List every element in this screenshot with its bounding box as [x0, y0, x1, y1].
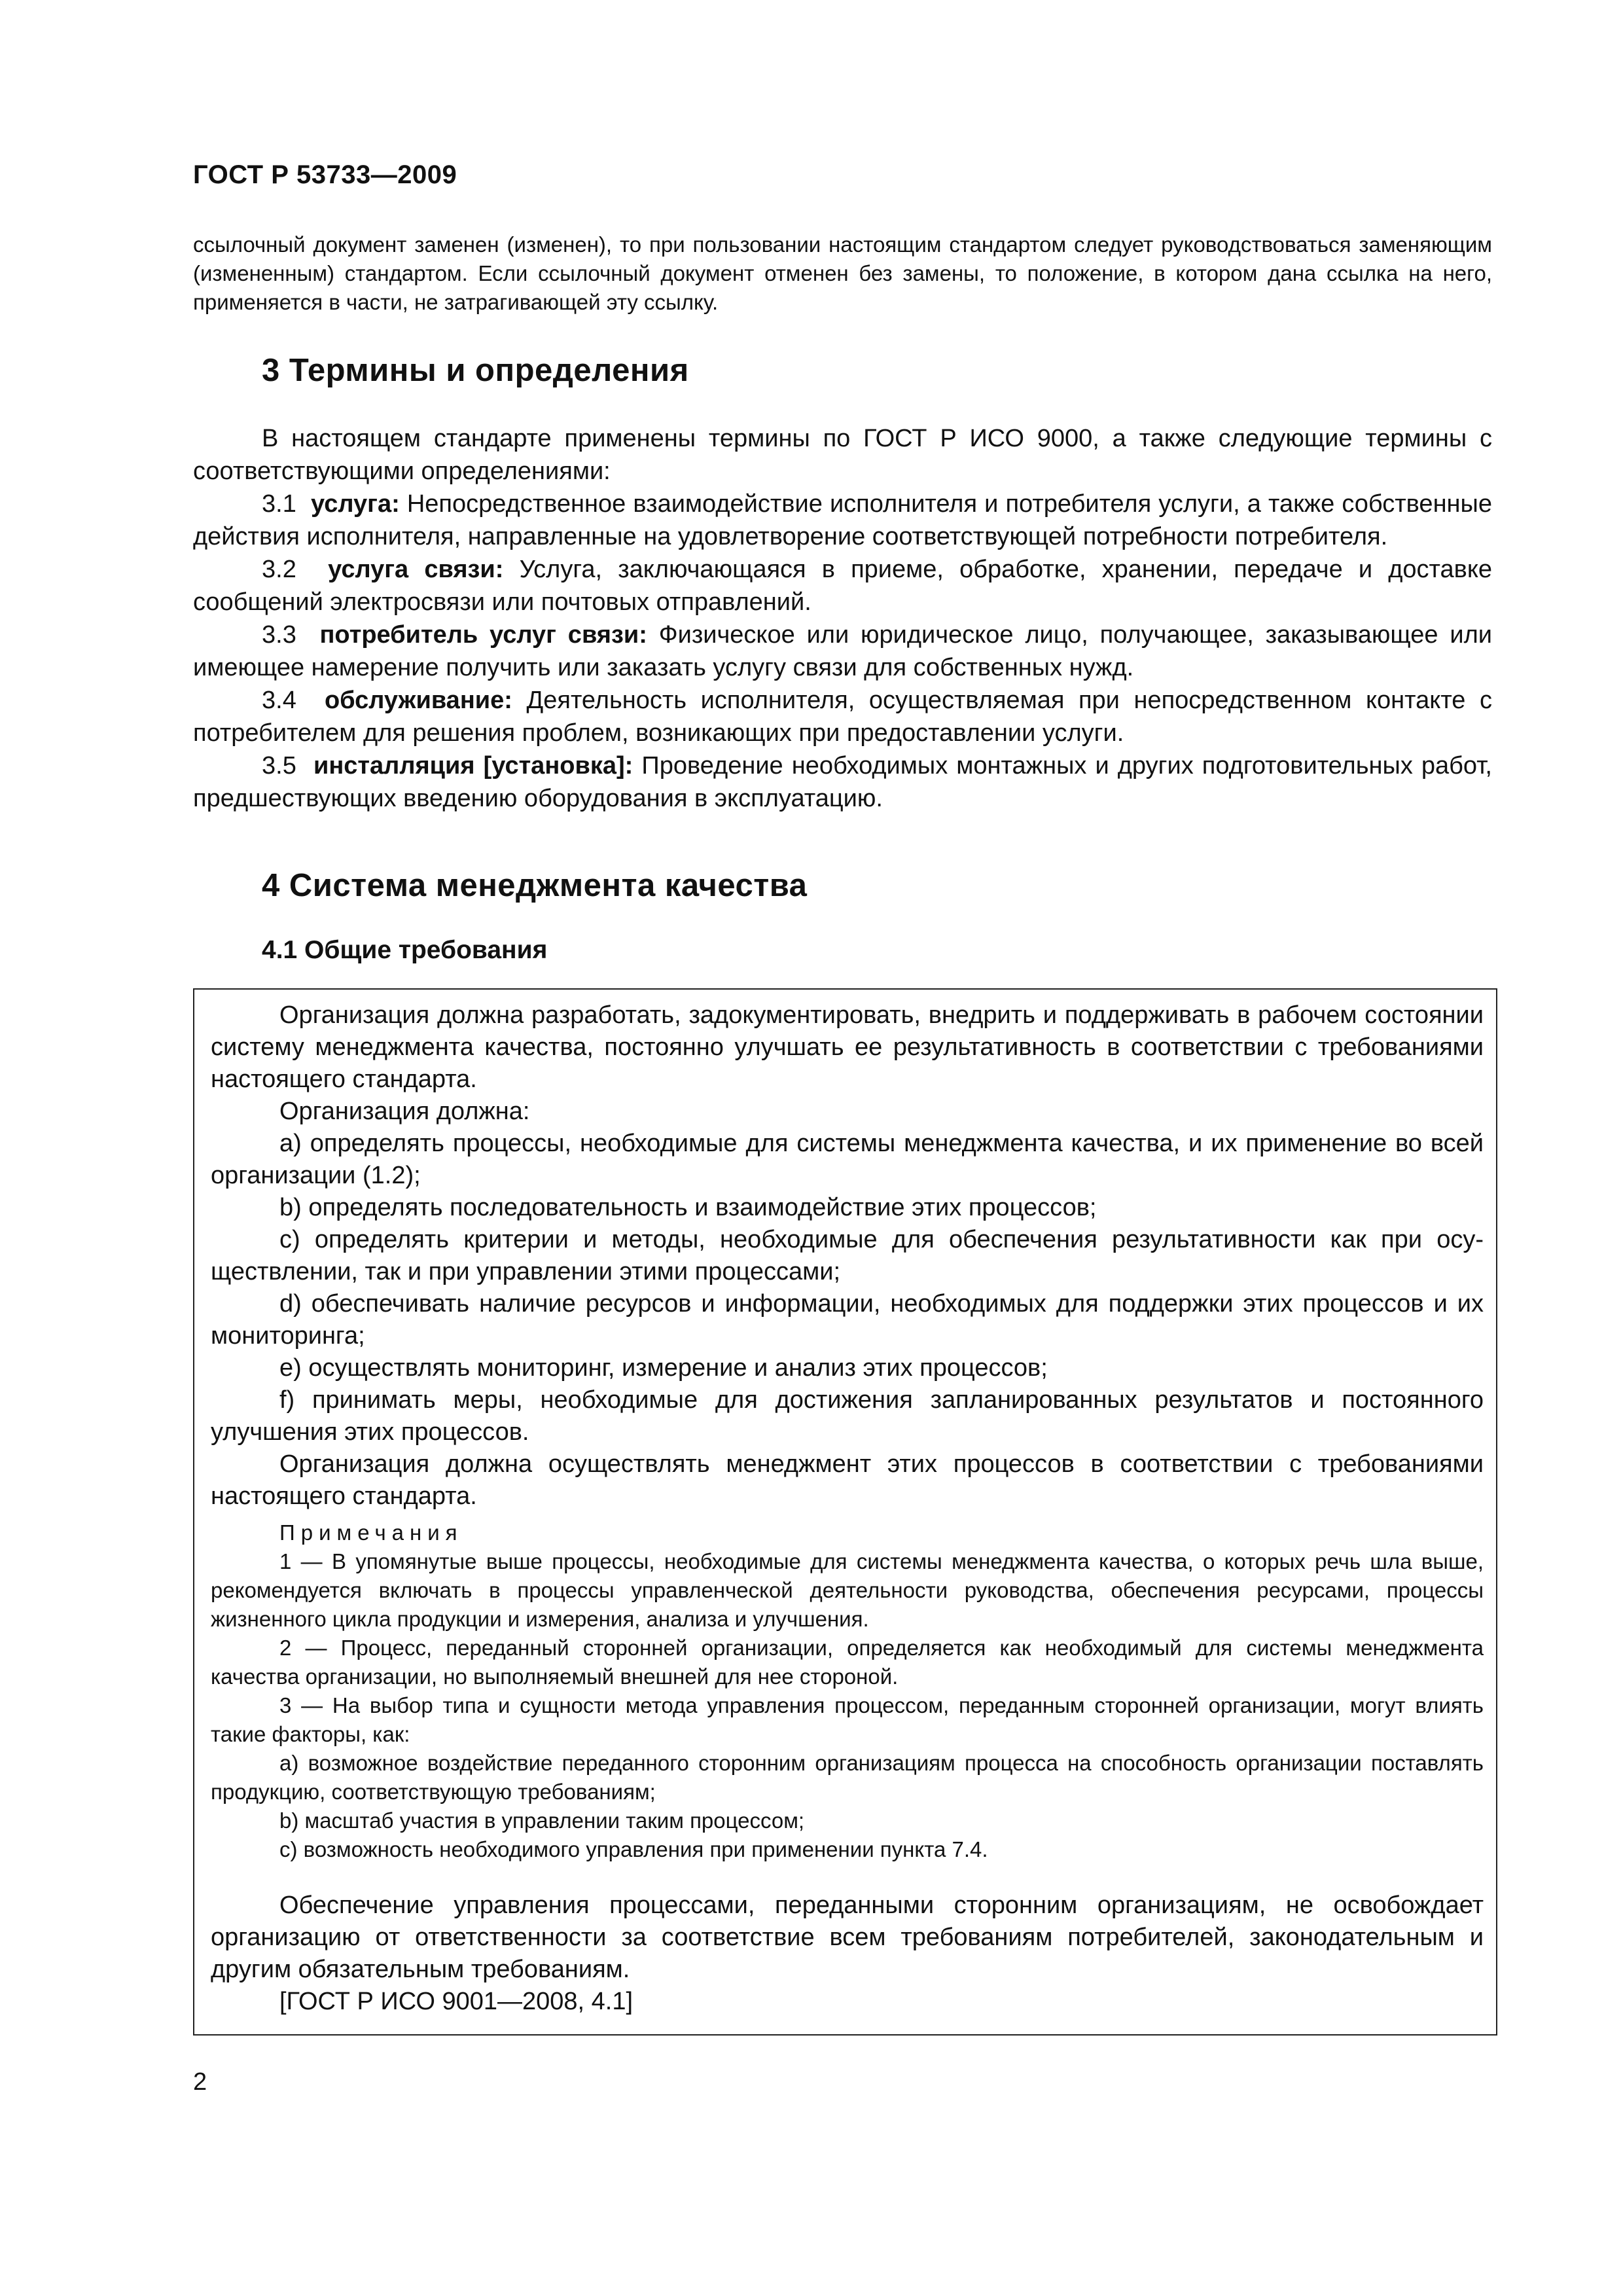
list-item: f) принимать меры, необходимые для достижения запланированных результатов и постоянного улучшения этих процессов.: [211, 1386, 1484, 1446]
note-item: c) возможность необходимого управления при применении пункта 7.4.: [279, 1837, 988, 1861]
list-item: d) обеспечивать наличие ресурсов и информации, необходимых для поддержки этих процессов и их мониторинга;: [211, 1290, 1484, 1350]
section-4-1-heading: 4.1 Общие требования: [262, 936, 548, 964]
note-item: b) масштаб участия в управлении таким процессом;: [279, 1808, 805, 1833]
list-item: a) определять процессы, необходимые для системы менеджмента качества, и их применение во всей организации (1.2);: [211, 1130, 1484, 1189]
notes-title: Примечания: [279, 1520, 463, 1545]
document-header: ГОСТ Р 53733—2009: [193, 160, 457, 189]
box-paragraph-4: Обеспечение управления процессами, переданными сторонним организациям, не освобождает организацию от ответственности за соответствие всем требованиям потребителей, законодательным и другим обязательным требованиям.: [211, 1892, 1484, 1983]
list-item: b) определять последовательность и взаимодействие этих процессов;: [279, 1194, 1097, 1221]
note-item: 2 — Процесс, переданный сторонней организации, определяется как необходимый для системы менеджмента качества организации, но выполняемый внешней для нее стороной.: [211, 1636, 1484, 1689]
box-paragraph-1: Организация должна разработать, задокументировать, внедрить и поддерживать в рабочем состоянии систему менеджмента качества, постоянно улучшать ее результативность в соответствии с требованиями настоящего стандарта.: [211, 1001, 1484, 1093]
list-item: e) осуществлять мониторинг, измерение и анализ этих процессов;: [279, 1354, 1048, 1382]
term-3-1: 3.1 услуга: Непосредственное взаимодействие исполнителя и потребителя услуги, а также собственные действия исполнителя, направленные на удовлетворение соответствующей потребности потребителя.: [193, 490, 1492, 550]
term-definition: Деятельность исполнителя, осуществляемая при непосредственном контакте с потребителем для решения проблем, возникающих при предоставлении услуги.: [193, 687, 1493, 747]
term-definition: Непосредственное взаимодействие исполнителя и потребителя услуги, а также собственные действия исполнителя, направленные на удовлетворение соответствующей потребности потребителя.: [193, 490, 1492, 550]
term-name: потребитель услуг связи:: [319, 621, 647, 649]
note-item: 1 — В упомянутые выше процессы, необходимые для системы менеджмента качества, о которых речь шла выше, рекомендуется включать в процессы управленческой деятельности руководства, обеспечения ресурсами, процессы жизненного цикла продукции и измерения, анализа и улучшения.: [211, 1549, 1484, 1631]
term-name: услуга:: [311, 490, 400, 518]
box-main-text: [211, 999, 1484, 1513]
section-3-lead: В настоящем стандарте применены термины по ГОСТ Р ИСО 9000, а также следующие термины с соответствующими определениями:: [193, 425, 1492, 485]
notes-block: [211, 1518, 1484, 1864]
term-definition: Услуга, заключающаяся в приеме, обработке, хранении, передаче и доставке сообщений электросвязи или почтовых отправлений.: [193, 556, 1493, 616]
standard-reference: [ГОСТ Р ИСО 9001—2008, 4.1]: [279, 1988, 633, 2015]
note-item: a) возможное воздействие переданного сторонним организациям процесса на способность организации поставлять продукцию, соответствующую требованиям;: [211, 1751, 1484, 1804]
box-paragraph-2: Организация должна:: [279, 1098, 530, 1125]
list-item: c) определять критерии и методы, необходимые для обеспечения результативности как при осуществлении, так и при управлении этими процессами;: [211, 1226, 1484, 1285]
term-definition: Физическое или юридическое лицо, получающее, заказывающее или имеющее намерение получить или заказать услугу связи для собственных нужд.: [193, 621, 1492, 681]
intro-paragraph: ссылочный документ заменен (изменен), то при пользовании настоящим стандартом следует руководствоваться заменяющим (измененным) стандартом. Если ссылочный документ отменен без замены, то положение, в котором дана ссылка на него, применяется в части, не затрагивающей эту ссылку.: [193, 232, 1492, 314]
term-3-4: 3.4 обслуживание: Деятельность исполнителя, осуществляемая при непосредственном контакте с потребителем для решения проблем, возникающих при предоставлении услуги.: [193, 687, 1493, 747]
term-name: услуга связи:: [328, 556, 504, 583]
term-definition: Проведение необходимых монтажных и других подготовительных работ, предшествующих введению оборудования в эксплуатацию.: [193, 752, 1492, 812]
box-paragraph-3: Организация должна осуществлять менеджмент этих процессов в соответствии с требованиями настоящего стандарта.: [211, 1450, 1484, 1510]
term-name: инсталляция [установка]:: [313, 752, 633, 780]
term-3-3: 3.3 потребитель услуг связи: Физическое или юридическое лицо, получающее, заказывающее или имеющее намерение получить или заказать услугу связи для собственных нужд.: [193, 621, 1492, 681]
section-3-body: [193, 422, 1492, 815]
section-4-heading: 4 Система менеджмента качества: [262, 868, 808, 903]
term-3-2: 3.2 услуга связи: Услуга, заключающаяся в приеме, обработке, хранении, передаче и доставке сообщений электросвязи или почтовых отправлений.: [193, 556, 1493, 616]
term-3-5: 3.5 инсталляция [установка]: Проведение необходимых монтажных и других подготовительных работ, предшествующих введению оборудования в эксплуатацию.: [193, 752, 1492, 812]
section-3-heading: 3 Термины и определения: [262, 353, 689, 388]
note-item: 3 — На выбор типа и сущности метода управления процессом, переданным сторонней организации, могут влиять такие факторы, как:: [211, 1693, 1484, 1746]
page-number: 2: [193, 2068, 207, 2096]
term-name: обслуживание:: [324, 687, 512, 714]
box-closing-text: [211, 1890, 1484, 2018]
